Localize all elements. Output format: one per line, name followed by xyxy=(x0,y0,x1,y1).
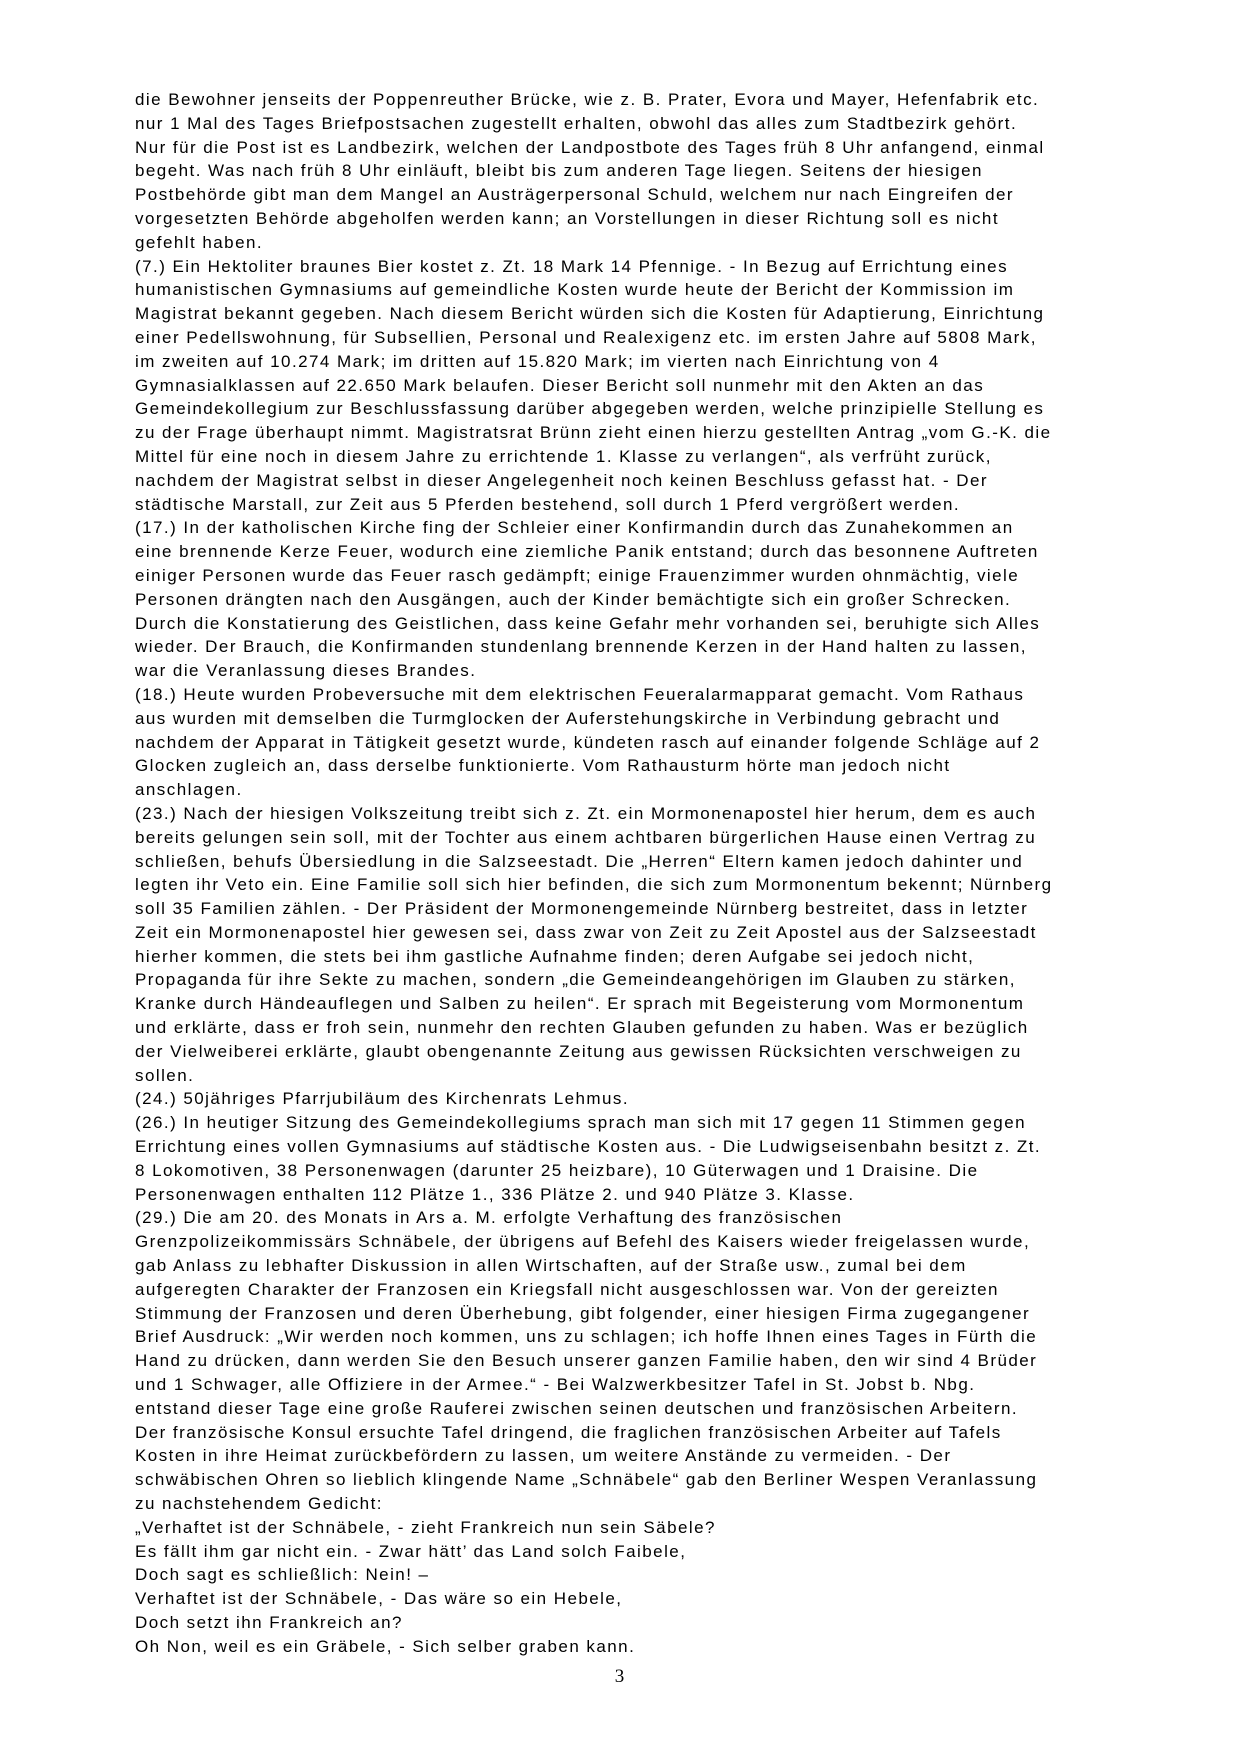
text-line: Es fällt ihm gar nicht ein. - Zwar hätt’ das Land solch Faibele, xyxy=(135,1541,687,1561)
text-line: gefehlt haben. xyxy=(135,232,264,252)
text-line: soll 35 Familien zählen. - Der Präsident der Mormonengemeinde Nürnberg bestreitet, dass in letzter xyxy=(135,899,1029,919)
text-line: Kranke durch Händeauflegen und Salben zu heilen“. Er sprach mit Begeisterung vom Mormonentum xyxy=(135,994,1025,1014)
page-number: 3 xyxy=(614,1666,625,1687)
text-line: einer Pedellswohnung, für Subsellien, Personal und Realexigenz etc. im ersten Jahre auf 5808 Mark, xyxy=(135,327,1037,347)
text-line: Hand zu drücken, dann werden Sie den Besuch unserer ganzen Familie haben, den wir sind 4 Brüder xyxy=(135,1351,1038,1371)
text-line: (29.) Die am 20. des Monats in Ars a. M. erfolgte Verhaftung des französischen xyxy=(135,1208,843,1228)
text-line: humanistischen Gymnasiums auf gemeindliche Kosten wurde heute der Bericht der Kommission im xyxy=(135,280,1015,300)
text-line: (18.) Heute wurden Probeversuche mit dem elektrischen Feueralarmapparat gemacht. Vom Rathaus xyxy=(135,684,1025,704)
text-line: nachdem der Apparat in Tätigkeit gesetzt wurde, kündeten rasch auf einander folgende Schläge auf 2 xyxy=(135,732,1041,752)
text-line: entstand dieser Tage eine große Rauferei zwischen seinen deutschen und französischen Arbeitern. xyxy=(135,1398,1019,1418)
text-line: Postbehörde gibt man dem Mangel an Austrägerpersonal Schuld, welchem nur nach Eingreifen der xyxy=(135,185,1015,205)
text-line: Der französische Konsul ersuchte Tafel dringend, die fraglichen französischen Arbeiter auf Tafels xyxy=(135,1422,1002,1442)
text-line: wieder. Der Brauch, die Konfirmanden stundenlang brennende Kerzen in der Hand halten zu lassen, xyxy=(135,637,1027,657)
text-line: bereits gelungen sein soll, mit der Tochter aus einem achtbaren bürgerlichen Hause einen Vertrag zu xyxy=(135,827,1037,847)
text-line: „Verhaftet ist der Schnäbele, - zieht Frankreich nun sein Säbele? xyxy=(135,1517,716,1537)
text-line: gab Anlass zu lebhafter Diskussion in allen Wirtschaften, auf der Straße usw., zumal bei dem xyxy=(135,1256,967,1276)
text-line: (26.) In heutiger Sitzung des Gemeindekollegiums sprach man sich mit 17 gegen 11 Stimmen gegen xyxy=(135,1113,1027,1133)
text-line: vorgesetzten Behörde abgeholfen werden kann; an Vorstellungen in dieser Richtung soll es nicht xyxy=(135,208,999,228)
text-line: Propaganda für ihre Sekte zu machen, sondern „die Gemeindeangehörigen im Glauben zu stärken, xyxy=(135,970,1016,990)
text-line: Kosten in ihre Heimat zurückbefördern zu lassen, um weitere Anstände zu vermeiden. - Der xyxy=(135,1446,952,1466)
text-line: Glocken zugleich an, dass derselbe funktionierte. Vom Rathausturm hörte man jedoch nicht xyxy=(135,756,951,776)
text-line: der Vielweiberei erklärte, glaubt obengenannte Zeitung aus gewissen Rücksichten verschweigen zu xyxy=(135,1041,1022,1061)
text-line: im zweiten auf 10.274 Mark; im dritten auf 15.820 Mark; im vierten nach Einrichtung von 4 xyxy=(135,351,940,371)
text-line: Grenzpolizeikommissärs Schnäbele, der übrigens auf Befehl des Kaisers wieder freigelassen wurde, xyxy=(135,1232,1031,1252)
text-line: Brief Ausdruck: „Wir werden noch kommen, uns zu schlagen; ich hoffe Ihnen eines Tages in Fürth die xyxy=(135,1327,1038,1347)
text-line: Gemeindekollegium zur Beschlussfassung darüber abgegeben werden, welche prinzipielle Stellung es xyxy=(135,399,1045,419)
text-line: Stimmung der Franzosen und deren Überhebung, gibt folgender, einer hiesigen Firma zugegangener xyxy=(135,1303,1031,1323)
text-line: hierher kommen, die stets bei ihm gastliche Aufnahme finden; deren Aufgabe sei jedoch nicht, xyxy=(135,946,975,966)
text-line: Durch die Konstatierung des Geistlichen, dass keine Gefahr mehr vorhanden sei, beruhigte sich Alles xyxy=(135,613,1041,633)
text-line: aufgeregten Charakter der Franzosen ein Kriegsfall nicht ausgeschlossen war. Von der gereizten xyxy=(135,1279,999,1299)
text-line: Verhaftet ist der Schnäbele, - Das wäre so ein Hebele, xyxy=(135,1589,623,1609)
text-line: Zeit ein Mormonenapostel hier gewesen sei, dass zwar von Zeit zu Zeit Apostel aus der Salzseestadt xyxy=(135,922,1037,942)
text-line: und erklärte, dass er froh sein, nunmehr den rechten Glauben gefunden zu haben. Was er bezüglich xyxy=(135,1018,1029,1038)
text-line: Errichtung eines vollen Gymnasiums auf städtische Kosten aus. - Die Ludwigseisenbahn besitzt z. Zt. xyxy=(135,1137,1042,1157)
text-line: (24.) 50jähriges Pfarrjubiläum des Kirchenrats Lehmus. xyxy=(135,1089,630,1109)
text-line: legten ihr Veto ein. Eine Familie soll sich hier befinden, die sich zum Mormonentum bekennt; Nürnberg xyxy=(135,875,1053,895)
text-line: schließen, behufs Übersiedlung in die Salzseestadt. Die „Herren“ Eltern kamen jedoch dahinter und xyxy=(135,851,1024,871)
text-line: anschlagen. xyxy=(135,780,243,800)
text-line: Nur für die Post ist es Landbezirk, welchen der Landpostbote des Tages früh 8 Uhr anfangend, einmal xyxy=(135,137,1045,157)
text-line: nur 1 Mal des Tages Briefpostsachen zugestellt erhalten, obwohl das alles zum Stadtbezirk gehört. xyxy=(135,113,1018,133)
text-line: Oh Non, weil es ein Gräbele, - Sich selber graben kann. xyxy=(135,1636,636,1656)
text-line: Gymnasialklassen auf 22.650 Mark belaufen. Dieser Bericht soll nunmehr mit den Akten an das xyxy=(135,375,985,395)
text-line: Doch sagt es schließlich: Nein! – xyxy=(135,1565,430,1585)
text-line: (17.) In der katholischen Kirche fing der Schleier einer Konfirmandin durch das Zunahekommen an xyxy=(135,518,1014,538)
text-line: aus wurden mit demselben die Turmglocken der Auferstehungskirche in Verbindung gebracht und xyxy=(135,708,1001,728)
text-line: zu nachstehendem Gedicht: xyxy=(135,1494,383,1514)
text-line: sollen. xyxy=(135,1065,195,1085)
text-line: einiger Personen wurde das Feuer rasch gedämpft; einige Frauenzimmer wurden ohnmächtig, viele xyxy=(135,565,1020,585)
text-line: Mittel für eine noch in diesem Jahre zu errichtende 1. Klasse zu verlangen“, als verfrüht zurück, xyxy=(135,446,992,466)
text-line: städtische Marstall, zur Zeit aus 5 Pferden bestehend, soll durch 1 Pferd vergrößert werden. xyxy=(135,494,961,514)
text-line: Personenwagen enthalten 112 Plätze 1., 336 Plätze 2. und 940 Plätze 3. Klasse. xyxy=(135,1184,855,1204)
text-line: 8 Lokomotiven, 38 Personenwagen (darunter 25 heizbare), 10 Güterwagen und 1 Draisine. Die xyxy=(135,1160,979,1180)
text-line: war die Veranlassung dieses Brandes. xyxy=(135,661,477,681)
body-text xyxy=(135,88,1175,1659)
text-line: zu der Frage überhaupt nimmt. Magistratsrat Brünn zieht einen hierzu gestellten Antrag „vom G.-K. die xyxy=(135,423,1052,443)
text-line: Magistrat bekannt gegeben. Nach diesem Bericht würden sich die Kosten für Adaptierung, Einrichtung xyxy=(135,304,1045,324)
text-line: die Bewohner jenseits der Poppenreuther Brücke, wie z. B. Prater, Evora und Mayer, Hefenfabrik etc. xyxy=(135,90,1040,109)
text-line: nachdem der Magistrat selbst in dieser Angelegenheit noch keinen Beschluss gefasst hat. - Der xyxy=(135,470,989,490)
text-line: begeht. Was nach früh 8 Uhr einläuft, bleibt bis zum anderen Tage liegen. Seitens der hiesigen xyxy=(135,161,983,181)
text-line: und 1 Schwager, alle Offiziere in der Armee.“ - Bei Walzwerkbesitzer Tafel in St. Jobst b. Nbg. xyxy=(135,1375,976,1395)
text-line: (7.) Ein Hektoliter braunes Bier kostet z. Zt. 18 Mark 14 Pfennige. - In Bezug auf Errichtung eines xyxy=(135,256,1009,276)
text-line: eine brennende Kerze Feuer, wodurch eine ziemliche Panik entstand; durch das besonnene Auftreten xyxy=(135,542,1039,562)
text-line: schwäbischen Ohren so lieblich klingende Name „Schnäbele“ gab den Berliner Wespen Veranlassung xyxy=(135,1470,1038,1490)
text-line: (23.) Nach der hiesigen Volkszeitung treibt sich z. Zt. ein Mormonenapostel hier herum, dem es auch xyxy=(135,803,1037,823)
text-line: Personen drängten nach den Ausgängen, auch der Kinder bemächtigte sich ein großer Schrecken. xyxy=(135,589,1012,609)
text-line: Doch setzt ihn Frankreich an? xyxy=(135,1613,403,1632)
